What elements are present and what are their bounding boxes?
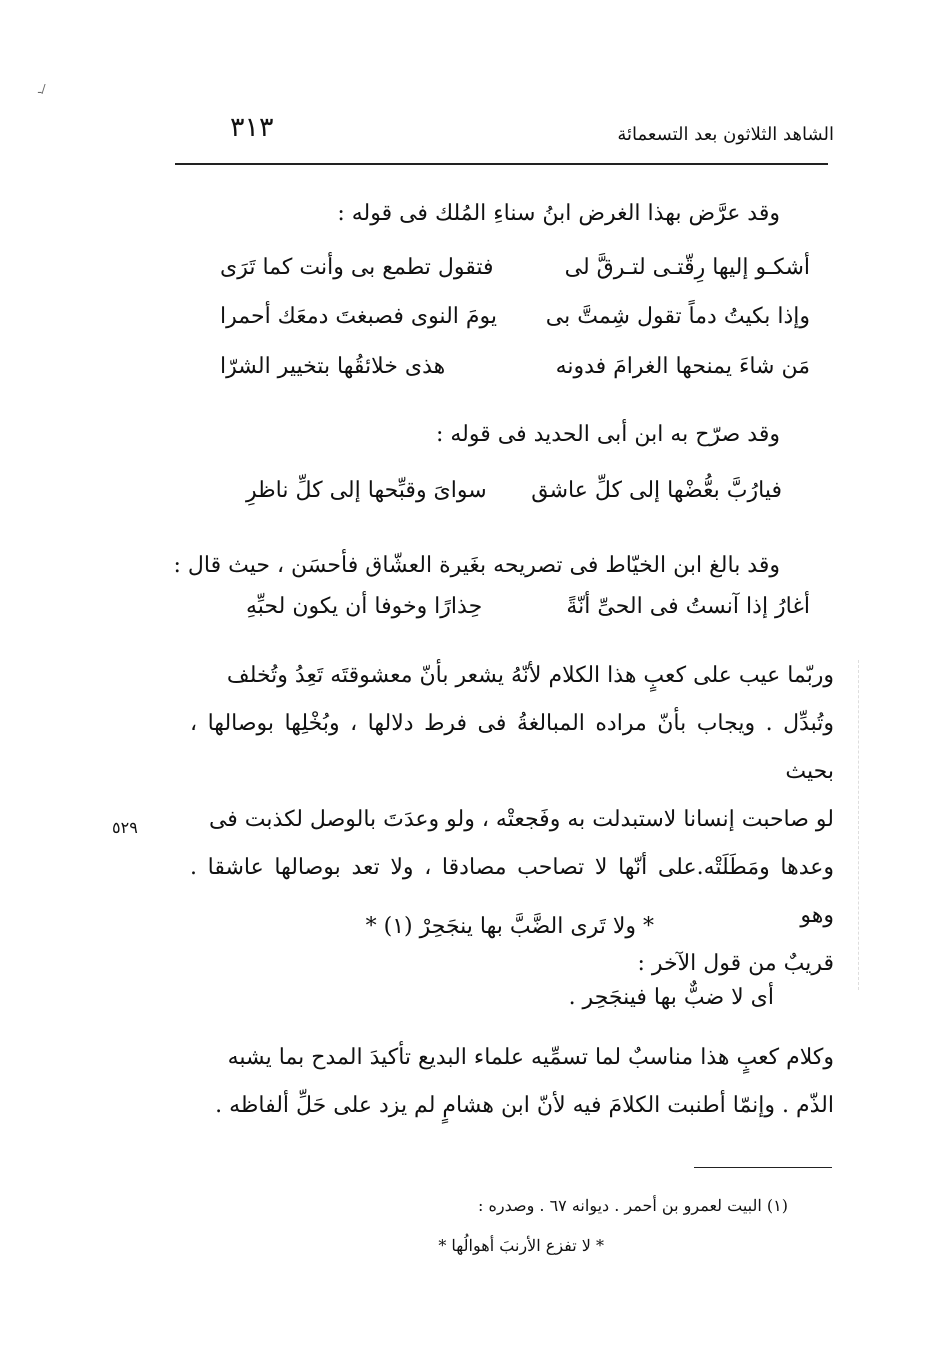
verse-hemistich-right: أغارُ إذا آنستُ فى الحىِّ أنّةً bbox=[566, 594, 810, 619]
scan-shadow-line bbox=[858, 660, 859, 990]
verse-hemistich-left: سواىَ وقبِّحها إلى كلِّ ناظرِ bbox=[246, 478, 487, 503]
header-divider bbox=[175, 163, 828, 165]
page-number: ٣١٣ bbox=[230, 112, 274, 143]
intro-line-1: وقد عرَّض بهذا الغرض ابنُ سناءِ المُلك فى قوله : bbox=[337, 201, 780, 226]
verse-hemistich-left: حِذارًا وخوفا أن يكون لحبِّهِ bbox=[246, 594, 483, 619]
paragraph-line: وربّما عيب على كعبٍ هذا الكلام لأنّهُ يشعر بأنّ معشوقتَه تَعِدُ وتُخلف bbox=[226, 663, 834, 688]
paragraph-line: لو صاحبت إنسانا لاستبدلت به وفَجعتْه ، ولو وعدَتَ بالوصل لكذبت فى bbox=[208, 807, 834, 832]
paragraph-line: وعدها ومَطَلَتْه.على أنّها لا تصاحب مصادقا ، ولا تعد بوصالها عاشقا . وهو bbox=[190, 855, 834, 928]
quoted-hemistich: * ولا تَرى الضَّبَّ بها ينجَحِرْ (١) * bbox=[365, 914, 654, 939]
intro-line-3: وقد بالغ ابن الخيّاط فى تصريحه بغَيرة العشّاق فأحسَن ، حيث قال : bbox=[173, 553, 780, 578]
footnote-verse: * لا تفزع الأرنبَ أهوالُها * bbox=[438, 1236, 604, 1255]
explanation-line: أى لا ضبٌّ بها فينجَحِر . bbox=[568, 985, 774, 1010]
running-title: الشاهد الثلاثون بعد التسعمائة bbox=[617, 124, 834, 145]
verse-hemistich-right: وإذا بكيتُ دماً تقول شِمتَّ بى bbox=[545, 304, 810, 329]
paragraph-line: الذّم . وإنمّا أطنبت الكلامَ فيه لأنّ ابن هشامٍ لم يزد على حَلِّ ألفاظه . bbox=[215, 1093, 834, 1118]
verse-hemistich-left: فتقول تطمع بى وأنت كما تَرَى bbox=[220, 255, 494, 280]
paragraph-2 bbox=[190, 1034, 834, 1130]
pencil-mark-icon: ـ/ bbox=[38, 82, 46, 96]
verse-hemistich-left: يومَ النوى فصبغتَ دمعَك أحمرا bbox=[220, 304, 497, 329]
verse-hemistich-right: أشكـو إليها رِقّتـى لتـرقَّ لى bbox=[564, 255, 810, 280]
verse-hemistich-left: هذى خلائقُها بتخيير الشرّا bbox=[220, 354, 446, 379]
intro-line-2: وقد صرّح به ابن أبى الحديد فى قوله : bbox=[435, 422, 780, 447]
paragraph-line: وكلام كعبٍ هذا مناسبٌ لما تسمِّيه علماء البديع تأكيدَ المدح بما يشبه bbox=[227, 1045, 834, 1070]
paragraph-line: قريبٌ من قول الآخر : bbox=[637, 951, 834, 976]
paragraph-line: وتُبدِّل . ويجاب بأنّ مراده المبالغةُ فى فرط دلالها ، وبُخْلِها بوصالها ، بحيث bbox=[190, 711, 834, 784]
footnote-1: (١) البيت لعمرو بن أحمر . ديوانه ٦٧ . وصدره : bbox=[478, 1196, 788, 1215]
footnote-divider bbox=[694, 1167, 832, 1168]
verse-hemistich-right: فيارُبَّ بعُّضْها إلى كلِّ عاشق bbox=[531, 478, 782, 503]
margin-number: ٥٢٩ bbox=[112, 818, 138, 837]
verse-hemistich-right: مَن شاءَ يمنحها الغرامَ فدونه bbox=[555, 354, 810, 379]
